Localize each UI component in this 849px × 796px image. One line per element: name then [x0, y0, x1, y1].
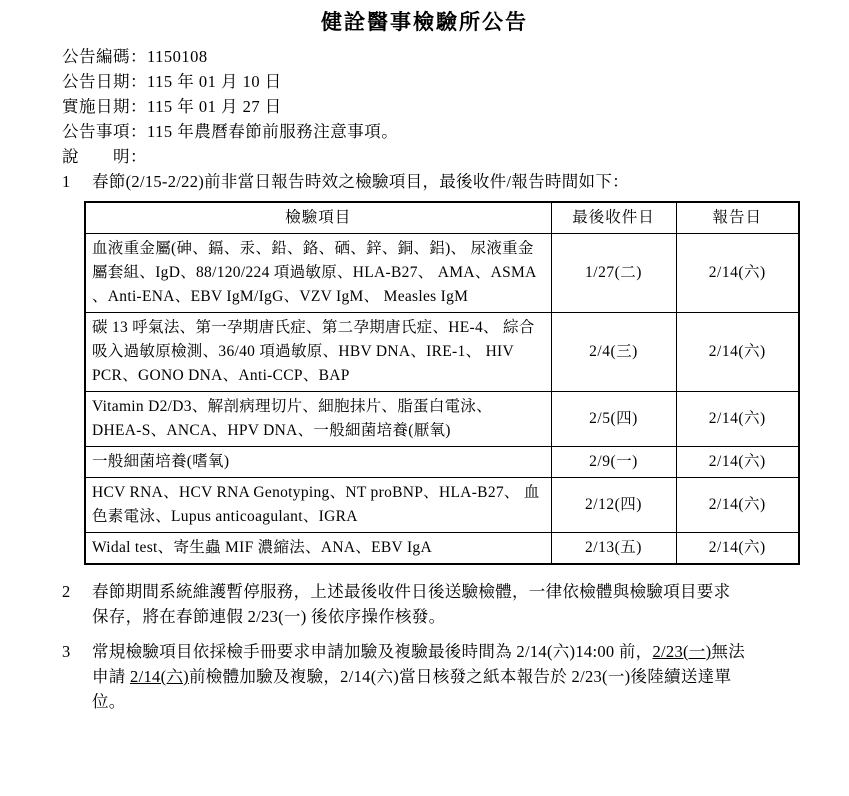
item-line: Measles IgM [383, 288, 469, 305]
note-number-1: 1 [62, 172, 71, 191]
cell-last-receive-date: 2/5(四) [551, 392, 676, 447]
cell-report-date: 2/14(六) [676, 478, 799, 533]
meta-line-announce-date: 公告日期：115 年 01 月 10 日 [62, 72, 282, 91]
column-header-report-date: 報告日 [676, 202, 799, 234]
meta-line-subject: 公告事項：115 年農曆春節前服務注意事項。 [62, 122, 399, 141]
notes-section [0, 169, 849, 714]
note-text-2 [92, 579, 849, 629]
table-row [85, 533, 799, 565]
document-page [0, 6, 849, 796]
item-line: 碳 13 呼氣法、第一孕期唐氏症、第二孕期唐氏症、HE-4、 [92, 319, 499, 336]
announcement-meta-list [62, 44, 849, 169]
cell-report-date: 2/14(六) [676, 234, 799, 313]
cell-last-receive-date: 2/4(三) [551, 313, 676, 392]
item-line: 血色素電泳、Lupus anticoagulant、IGRA [92, 484, 540, 525]
cell-item-list [85, 478, 551, 533]
cell-item-list [85, 533, 551, 565]
note-text-3 [92, 639, 849, 714]
cell-item-list [85, 313, 551, 392]
note-3-line-1: 常規檢驗項目依採檢手冊要求申請加驗及複驗最後時間為 2/14(六)14:00 前，2/23(一)無法 [92, 642, 746, 661]
item-line: Vitamin D2/D3、解剖病理切片、細胞抹片、脂蛋白電泳、 [92, 398, 493, 415]
item-line: DHEA-S、ANCA、HPV DNA、一般細菌培養(厭氧) [92, 422, 451, 439]
cell-report-date: 2/14(六) [676, 447, 799, 478]
item-line: 一般細菌培養(嗜氧) [92, 453, 230, 470]
item-line: 尿液重金屬套組、IgD、88/120/224 項過敏原、HLA-B27、 [92, 240, 534, 281]
table-row [85, 234, 799, 313]
note-3-underline-1: 2/23(一) [652, 642, 712, 661]
spacer [0, 565, 849, 579]
spacer [0, 629, 849, 639]
table-row [85, 447, 799, 478]
note-item-1 [62, 169, 849, 194]
cell-last-receive-date: 1/27(二) [551, 234, 676, 313]
meta-line-effective-date: 實施日期：115 年 01 月 27 日 [62, 97, 282, 116]
table-header-row [85, 202, 799, 234]
cell-item-list [85, 392, 551, 447]
cell-last-receive-date: 2/13(五) [551, 533, 676, 565]
note-3-line-2: 申請 2/14(六)前檢體加驗及複驗，2/14(六)當日核發之紙本報告於 2/23(一)後陸續送達單 [92, 667, 732, 686]
cell-last-receive-date: 2/9(一) [551, 447, 676, 478]
table-row [85, 392, 799, 447]
note-number-2: 2 [62, 582, 71, 601]
item-line: HIV PCR、GONO DNA、Anti-CCP、BAP [92, 343, 514, 384]
cell-report-date: 2/14(六) [676, 533, 799, 565]
note-3-line-3: 位。 [92, 692, 126, 711]
table-row [85, 313, 799, 392]
lab-schedule-table [84, 201, 800, 565]
item-line: Widal test、寄生蟲 MIF 濃縮法、ANA、EBV IgA [92, 539, 432, 556]
note-2-line-1: 春節期間系統維護暫停服務，上述最後收件日後送驗檢體，一律依檢體與檢驗項目要求 [92, 582, 731, 601]
page-title: 健詮醫事檢驗所公告 [321, 10, 528, 34]
note-item-3 [62, 639, 849, 714]
cell-report-date: 2/14(六) [676, 313, 799, 392]
item-line: 綜合吸入過敏原檢測、36/40 項過敏原、HBV DNA、IRE-1、 [92, 319, 535, 360]
meta-line-code: 公告編碼：1150108 [62, 47, 208, 66]
column-header-item: 檢驗項目 [85, 202, 551, 234]
column-header-last-receive-date: 最後收件日 [551, 202, 676, 234]
table-row [85, 478, 799, 533]
item-line: 血液重金屬(砷、鎘、汞、鉛、鉻、硒、鋅、銅、鋁)、 [92, 240, 467, 257]
note-item-2 [62, 579, 849, 629]
cell-item-list [85, 447, 551, 478]
meta-line-description-label: 說 明： [62, 147, 147, 166]
note-1-line-1: 春節(2/15-2/22)前非當日報告時效之檢驗項目，最後收件/報告時間如下： [92, 172, 629, 191]
note-number-3: 3 [62, 642, 71, 661]
note-2-line-2: 保存，將在春節連假 2/23(一) 後依序操作核發。 [92, 607, 446, 626]
cell-last-receive-date: 2/12(四) [551, 478, 676, 533]
item-line: AMA、ASMA 、Anti-ENA、EBV IgM/IgG、VZV IgM、 [92, 264, 536, 305]
cell-item-list [85, 234, 551, 313]
cell-report-date: 2/14(六) [676, 392, 799, 447]
note-text-1 [92, 169, 849, 194]
item-line: HCV RNA、HCV RNA Genotyping、NT proBNP、HLA-B27、 [92, 484, 520, 501]
note-3-underline-2: 2/14(六) [130, 667, 189, 686]
